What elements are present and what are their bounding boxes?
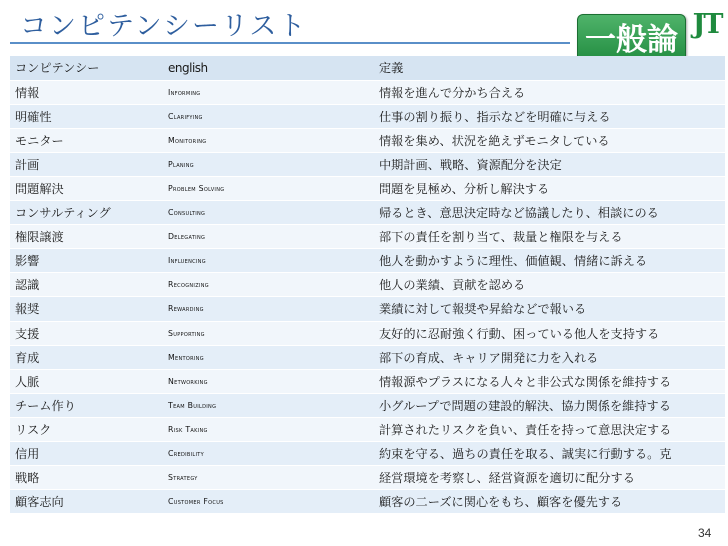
svg-text:JT: JT <box>692 9 722 40</box>
competency-cell: コンサルティング <box>15 206 111 221</box>
table-row <box>10 297 725 321</box>
definition-cell: 部下の育成、キャリア開発に力を入れる <box>379 350 599 365</box>
english-cell: Networking <box>168 376 208 386</box>
competency-cell: 明確性 <box>15 109 52 124</box>
competency-table <box>10 56 725 514</box>
definition-cell: 中期計画、戦略、資源配分を決定 <box>379 157 562 172</box>
competency-cell: 支援 <box>15 326 40 341</box>
competency-cell: 計画 <box>15 157 40 172</box>
slide-title: コンピテンシーリスト <box>20 11 308 42</box>
header-competency: コンピテンシー <box>15 61 100 76</box>
definition-cell: 小グループで問題の建設的解決、協力関係を維持する <box>379 398 671 413</box>
table-row <box>10 201 725 225</box>
definition-cell: 問題を見極め、分析し解決する <box>379 182 550 197</box>
table-row <box>10 104 725 128</box>
definition-cell: 他人を動かすように理性、価値観、情緒に訴える <box>379 254 648 269</box>
header-english: english <box>168 60 208 75</box>
competency-cell: 権限譲渡 <box>15 230 64 245</box>
table-row <box>10 490 725 514</box>
general-theory-badge: 一般論 <box>577 14 686 66</box>
english-cell: Supporting <box>168 328 205 338</box>
table-row <box>10 321 725 345</box>
english-cell: Monitoring <box>168 135 207 145</box>
table-row <box>10 369 725 393</box>
english-cell: Consulting <box>168 208 206 218</box>
table-row <box>10 345 725 369</box>
definition-cell: 他人の業績、貢献を認める <box>379 278 526 293</box>
competency-cell: モニター <box>15 133 64 148</box>
competency-cell: 信用 <box>15 447 40 462</box>
definition-cell: 顧客の二ーズに関心をもち、顧客を優先する <box>379 495 623 510</box>
competency-cell: 育成 <box>15 350 40 365</box>
english-cell: Credibility <box>168 449 204 459</box>
english-cell: Clarifying <box>168 111 203 121</box>
competency-cell: 問題解決 <box>15 182 64 197</box>
english-cell: Customer Focus <box>168 497 224 507</box>
competency-cell: 顧客志向 <box>15 495 64 510</box>
header-definition: 定義 <box>379 61 404 76</box>
competency-cell: チーム作り <box>15 398 76 413</box>
table-header-row <box>10 56 725 80</box>
english-cell: Risk Taking <box>168 424 208 434</box>
table-row <box>10 80 725 104</box>
definition-cell: 約束を守る、過ちの責任を取る、誠実に行動する。克 <box>379 447 672 462</box>
competency-cell: 報奨 <box>15 302 40 317</box>
table-row <box>10 417 725 441</box>
english-cell: Planing <box>168 159 194 169</box>
definition-cell: 情報を進んで分かち合える <box>379 85 526 100</box>
definition-cell: 部下の責任を割り当て、裁量と権限を与える <box>379 230 623 245</box>
table-row <box>10 393 725 417</box>
definition-cell: 帰るとき、意思決定時など協議したり、相談にのる <box>379 206 659 221</box>
table-row <box>10 249 725 273</box>
definition-cell: 友好的に忍耐強く行動、困っている他人を支持する <box>379 326 660 341</box>
english-cell: Strategy <box>168 473 198 483</box>
english-cell: Team Building <box>168 400 217 410</box>
english-cell: Recognizing <box>168 280 209 290</box>
competency-cell: 情報 <box>15 85 40 100</box>
english-cell: Delegating <box>168 232 206 242</box>
english-cell: Problem Solving <box>168 184 225 194</box>
table-row <box>10 225 725 249</box>
definition-cell: 経営環境を考察し、経営資源を適切に配分する <box>379 471 635 486</box>
table-row <box>10 176 725 200</box>
competency-cell: 戦略 <box>15 471 40 486</box>
definition-cell: 情報を集め、状況を絶えずモニタしている <box>379 133 610 148</box>
definition-cell: 仕事の割り振り、指示などを明確に与える <box>379 109 611 124</box>
table-row <box>10 152 725 176</box>
jt-logo <box>689 6 725 40</box>
english-cell: Mentoring <box>168 352 204 362</box>
definition-cell: 計算されたリスクを負い、責任を持って意思決定する <box>379 422 672 437</box>
table-row <box>10 442 725 466</box>
title-underline <box>10 42 570 44</box>
english-cell: Informing <box>168 87 201 97</box>
competency-cell: リスク <box>15 422 52 437</box>
definition-cell: 情報源やプラスになる人々と非公式な関係を維持する <box>379 374 672 389</box>
table-row <box>10 128 725 152</box>
competency-cell: 人脈 <box>15 374 40 389</box>
page-number: 34 <box>698 526 712 540</box>
competency-cell: 影響 <box>15 254 40 269</box>
english-cell: Rewarding <box>168 304 204 314</box>
definition-cell: 業績に対して報奨や昇給などで報いる <box>379 302 587 317</box>
table-row <box>10 466 725 490</box>
table-row <box>10 273 725 297</box>
english-cell: Influencing <box>168 256 206 266</box>
competency-cell: 認識 <box>15 278 40 293</box>
